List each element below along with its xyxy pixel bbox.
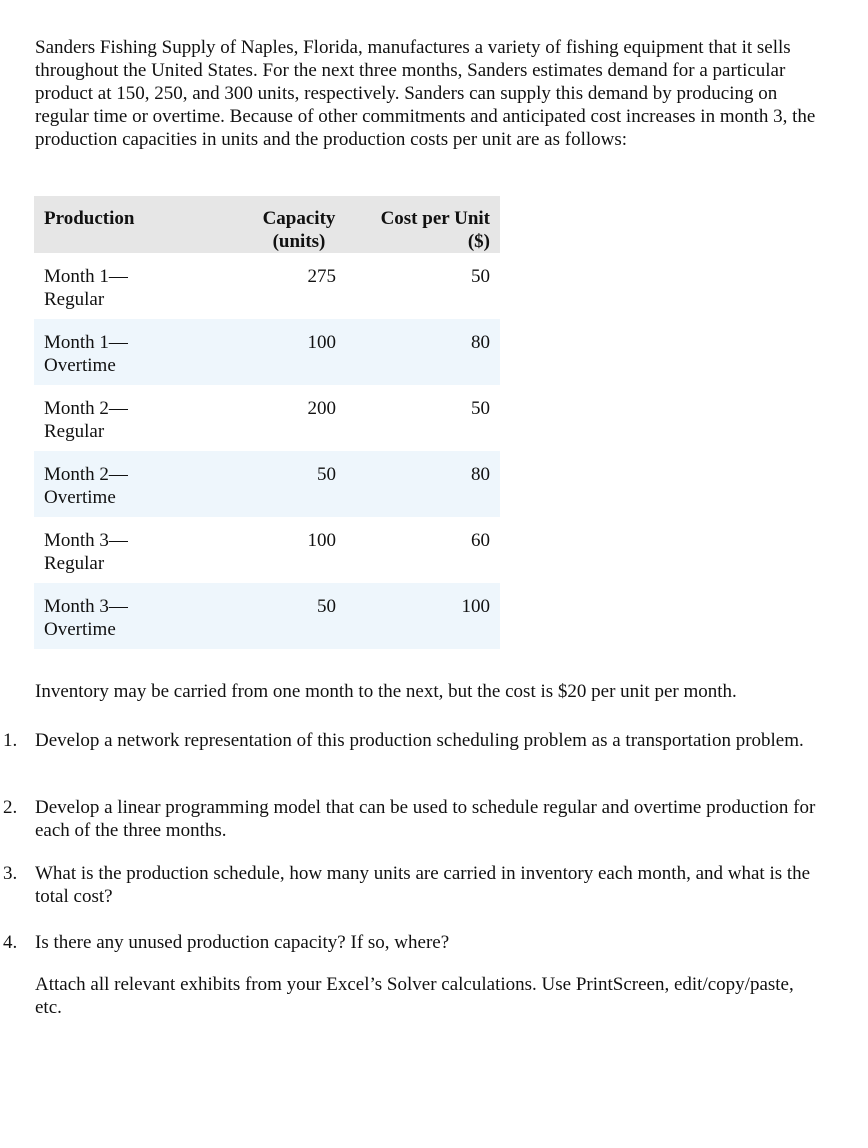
question-number: 3.	[3, 863, 18, 884]
cost-cell: 50	[471, 266, 490, 287]
header-capacity-line1: Capacity	[262, 208, 336, 229]
production-line1: Month 1—	[44, 332, 128, 353]
header-capacity-line2: (units)	[272, 231, 326, 252]
production-cell	[34, 253, 234, 319]
table-header-row	[34, 196, 500, 253]
question-number: 4.	[3, 932, 18, 953]
capacity-cell: 50	[234, 451, 364, 517]
table-row	[34, 583, 500, 649]
production-cell	[34, 319, 234, 385]
header-cost-line2: ($)	[467, 231, 490, 252]
question-text: What is the production schedule, how many units are carried in inventory each month, and what is the total cost?	[35, 863, 811, 907]
capacity-cell: 200	[307, 398, 336, 419]
question-text: Develop a network representation of this production scheduling problem as a transportation problem.	[35, 730, 804, 751]
production-cell	[34, 583, 234, 649]
production-cell	[34, 517, 234, 583]
question-text: Develop a linear programming model that can be used to schedule regular and overtime production for each of the three months.	[35, 797, 816, 841]
production-line1: Month 3—	[44, 530, 128, 551]
production-table	[34, 196, 500, 649]
production-line1: Month 1—	[44, 266, 128, 287]
production-line2: Regular	[44, 553, 105, 574]
production-line2: Overtime	[44, 619, 116, 640]
problem-intro: Sanders Fishing Supply of Naples, Florida, manufactures a variety of fishing equipment that it sells throughout the United States. For the next three months, Sanders estimates demand for a particular product at 150, 250, and 300 units, respectively. Sanders can supply this demand by producing on regular time or overtime. Because of other commitments and anticipated cost increases in month 3, the production capacities in units and the production costs per unit are as follows:	[35, 37, 816, 150]
header-cost-line1: Cost per Unit	[380, 208, 490, 229]
production-line2: Regular	[44, 289, 105, 310]
table-row	[34, 517, 500, 583]
capacity-cell: 50	[234, 583, 364, 649]
header-production-label: Production	[44, 208, 135, 229]
cost-cell: 100	[364, 583, 500, 649]
capacity-cell: 100	[234, 319, 364, 385]
production-cell	[34, 385, 234, 451]
table-row	[34, 385, 500, 451]
question-number: 2.	[3, 797, 18, 818]
cost-cell: 80	[364, 451, 500, 517]
production-line1: Month 2—	[44, 398, 128, 419]
production-line1: Month 3—	[44, 596, 128, 617]
header-cost	[364, 196, 500, 253]
cost-cell: 80	[364, 319, 500, 385]
table-row	[34, 319, 500, 385]
production-line2: Regular	[44, 421, 105, 442]
production-line2: Overtime	[44, 487, 116, 508]
production-line1: Month 2—	[44, 464, 128, 485]
attach-note: Attach all relevant exhibits from your Excel’s Solver calculations. Use PrintScreen, edit/copy/paste, etc.	[35, 974, 794, 1018]
capacity-cell: 100	[307, 530, 336, 551]
production-cell	[34, 451, 234, 517]
question-number: 1.	[3, 730, 18, 751]
inventory-note: Inventory may be carried from one month to the next, but the cost is $20 per unit per month.	[35, 681, 737, 702]
production-line2: Overtime	[44, 355, 116, 376]
question-text: Is there any unused production capacity? If so, where?	[35, 932, 450, 953]
table-row	[34, 253, 500, 319]
header-capacity	[234, 196, 364, 253]
capacity-cell: 275	[307, 266, 336, 287]
cost-cell: 50	[471, 398, 490, 419]
table-row	[34, 451, 500, 517]
header-production	[34, 196, 234, 253]
cost-cell: 60	[471, 530, 490, 551]
